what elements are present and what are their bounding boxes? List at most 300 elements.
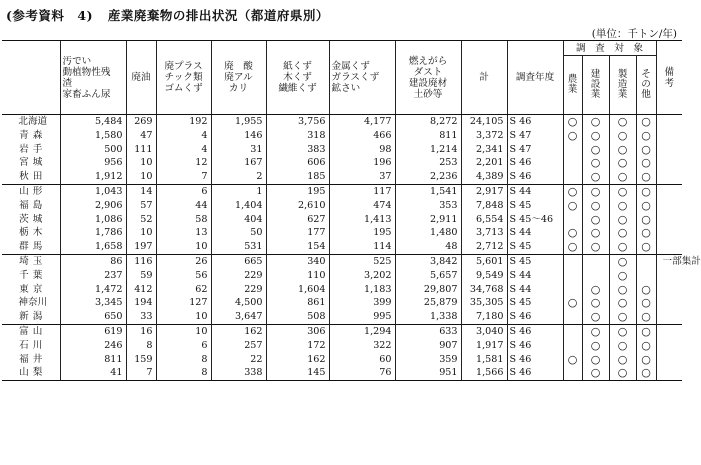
table-row (2, 170, 682, 184)
value-cell: 633 (395, 324, 461, 338)
survey-mark-cell: ○ (609, 339, 636, 353)
survey-mark-cell (563, 283, 582, 297)
value-cell: 60 (329, 353, 395, 367)
remark-cell (656, 170, 682, 184)
survey-mark-cell (582, 269, 609, 283)
value-cell: 951 (395, 366, 461, 380)
value-cell: 1,294 (329, 324, 395, 338)
value-cell: 195 (329, 226, 395, 240)
header-waste-oil: 廃油 (126, 41, 156, 115)
table-title: 産業廃棄物の排出状況（都道府県別） (107, 8, 329, 23)
value-cell: 26 (156, 254, 211, 268)
header-paper-wood: 紙くず 木くず 繊維くず (266, 41, 329, 115)
remark-cell (656, 156, 682, 170)
remark-cell (656, 226, 682, 240)
value-cell: 31 (211, 143, 266, 157)
survey-mark-cell: ○ (563, 199, 582, 213)
survey-mark-cell: ○ (582, 115, 609, 129)
survey-mark-cell (563, 339, 582, 353)
table-row (2, 199, 682, 213)
total-cell: 9,549 (461, 269, 507, 283)
value-cell: 98 (329, 143, 395, 157)
remark-cell (656, 129, 682, 143)
value-cell: 1,912 (60, 170, 126, 184)
value-cell: 1,086 (60, 213, 126, 227)
value-cell: 116 (126, 254, 156, 268)
survey-mark-cell (636, 269, 656, 283)
prefecture-cell: 栃木 (19, 227, 47, 239)
value-cell: 338 (211, 366, 266, 380)
survey-mark-cell: ○ (563, 240, 582, 254)
survey-mark-cell: ○ (609, 129, 636, 143)
value-cell: 606 (266, 156, 329, 170)
value-cell: 359 (395, 353, 461, 367)
remark-cell (656, 240, 682, 254)
value-cell: 1,580 (60, 129, 126, 143)
value-cell: 8 (126, 339, 156, 353)
value-cell: 44 (156, 199, 211, 213)
remark-cell (656, 213, 682, 227)
value-cell: 531 (211, 240, 266, 254)
header-row-top (2, 41, 682, 56)
survey-mark-cell: ○ (609, 296, 636, 310)
survey-mark-cell: ○ (582, 339, 609, 353)
value-cell: 3,345 (60, 296, 126, 310)
survey-mark-cell: ○ (582, 310, 609, 324)
survey-mark-cell: ○ (609, 143, 636, 157)
value-cell: 253 (395, 156, 461, 170)
total-cell: 2,341 (461, 143, 507, 157)
value-cell: 665 (211, 254, 266, 268)
total-cell: 35,305 (461, 296, 507, 310)
value-cell: 127 (156, 296, 211, 310)
survey-mark-cell: ○ (582, 213, 609, 227)
value-cell: 154 (266, 240, 329, 254)
table-row (2, 269, 682, 283)
value-cell: 1,404 (211, 199, 266, 213)
prefecture-cell: 東京 (19, 283, 47, 295)
survey-mark-cell: ○ (582, 366, 609, 380)
survey-year-cell: S 46 (507, 339, 563, 353)
survey-mark-cell: ○ (636, 353, 656, 367)
survey-mark-cell: ○ (636, 324, 656, 338)
total-cell: 2,917 (461, 184, 507, 198)
total-cell: 3,040 (461, 324, 507, 338)
value-cell: 500 (60, 143, 126, 157)
prefecture-cell: 青森 (19, 129, 47, 141)
value-cell: 111 (126, 143, 156, 157)
survey-mark-cell: ○ (582, 353, 609, 367)
survey-mark-cell (563, 310, 582, 324)
survey-mark-cell: ○ (609, 156, 636, 170)
table-row (2, 296, 682, 310)
value-cell: 12 (156, 156, 211, 170)
survey-year-cell: S 46 (507, 170, 563, 184)
survey-mark-cell: ○ (636, 213, 656, 227)
survey-mark-cell: ○ (636, 170, 656, 184)
table-row (2, 339, 682, 353)
header-total: 計 (461, 41, 507, 115)
value-cell: 76 (329, 366, 395, 380)
survey-mark-cell (563, 254, 582, 268)
survey-year-cell: S 45 (507, 254, 563, 268)
value-cell: 86 (60, 254, 126, 268)
table-row (2, 254, 682, 268)
survey-mark-cell: ○ (636, 184, 656, 198)
value-cell: 907 (395, 339, 461, 353)
prefecture-cell: 北海道 (18, 116, 48, 127)
total-cell: 5,601 (461, 254, 507, 268)
table-row (2, 156, 682, 170)
value-cell: 6 (156, 339, 211, 353)
value-cell: 110 (266, 269, 329, 283)
survey-year-cell: S 46 (507, 324, 563, 338)
value-cell: 3,202 (329, 269, 395, 283)
value-cell: 404 (211, 213, 266, 227)
header-cinders: 燃えがら ダスト 建設廃材 土砂等 (395, 41, 461, 115)
survey-year-cell: S 45 (507, 296, 563, 310)
prefecture-cell: 宮城 (19, 157, 47, 169)
survey-mark-cell: ○ (636, 115, 656, 129)
remark-cell (656, 283, 682, 297)
total-cell: 3,713 (461, 226, 507, 240)
survey-mark-cell: ○ (609, 170, 636, 184)
value-cell: 1,214 (395, 143, 461, 157)
value-cell: 25,879 (395, 296, 461, 310)
value-cell: 10 (156, 240, 211, 254)
survey-year-cell: S 45 (507, 240, 563, 254)
value-cell: 2,236 (395, 170, 461, 184)
survey-mark-cell: ○ (636, 339, 656, 353)
survey-year-cell: S 46 (507, 156, 563, 170)
value-cell: 318 (266, 129, 329, 143)
value-cell: 33 (126, 310, 156, 324)
value-cell: 525 (329, 254, 395, 268)
value-cell: 10 (156, 310, 211, 324)
survey-year-cell: S 47 (507, 143, 563, 157)
value-cell: 340 (266, 254, 329, 268)
survey-mark-cell: ○ (636, 296, 656, 310)
table-row (2, 115, 682, 129)
remark-cell (656, 184, 682, 198)
value-cell: 114 (329, 240, 395, 254)
remark-cell (656, 366, 682, 380)
value-cell: 52 (126, 213, 156, 227)
survey-mark-cell: ○ (609, 324, 636, 338)
survey-mark-cell: ○ (609, 199, 636, 213)
table-row (2, 129, 682, 143)
survey-mark-cell: ○ (609, 353, 636, 367)
value-cell: 229 (211, 269, 266, 283)
value-cell: 811 (395, 129, 461, 143)
value-cell: 6 (156, 184, 211, 198)
total-cell: 7,848 (461, 199, 507, 213)
value-cell: 8,272 (395, 115, 461, 129)
value-cell: 4,500 (211, 296, 266, 310)
survey-mark-cell: ○ (582, 240, 609, 254)
value-cell: 192 (156, 115, 211, 129)
value-cell: 162 (211, 324, 266, 338)
value-cell: 3,756 (266, 115, 329, 129)
prefecture-cell: 群馬 (19, 241, 47, 253)
value-cell: 8 (156, 353, 211, 367)
prefecture-cell: 石川 (19, 339, 47, 351)
survey-year-cell: S 44 (507, 283, 563, 297)
value-cell: 257 (211, 339, 266, 353)
value-cell: 650 (60, 310, 126, 324)
remark-cell (656, 296, 682, 310)
prefecture-cell: 福井 (19, 353, 47, 365)
survey-mark-cell: ○ (563, 226, 582, 240)
survey-year-cell: S 46 (507, 366, 563, 380)
value-cell: 353 (395, 199, 461, 213)
value-cell: 995 (329, 310, 395, 324)
unit-note: (単位：千トン/年) (591, 28, 677, 40)
remark-cell (656, 339, 682, 353)
survey-year-cell: S 44 (507, 184, 563, 198)
value-cell: 1 (211, 184, 266, 198)
table-row (2, 310, 682, 324)
survey-mark-cell: ○ (609, 226, 636, 240)
prefecture-cell: 山梨 (2, 366, 60, 380)
value-cell: 50 (211, 226, 266, 240)
header-other: その他 (636, 56, 656, 115)
value-cell: 197 (126, 240, 156, 254)
header-survey-year: 調査年度 (507, 41, 563, 115)
value-cell: 269 (126, 115, 156, 129)
value-cell: 14 (126, 184, 156, 198)
survey-mark-cell: ○ (563, 129, 582, 143)
table-body (2, 115, 701, 381)
value-cell: 1,338 (395, 310, 461, 324)
table-row (2, 366, 682, 380)
table-row (2, 213, 682, 227)
table-row (2, 283, 682, 297)
survey-year-cell: S 45 (507, 199, 563, 213)
survey-mark-cell: ○ (609, 283, 636, 297)
remark-cell (656, 353, 682, 367)
value-cell: 8 (156, 366, 211, 380)
header-construction: 建設業 (582, 56, 609, 115)
table-row (2, 143, 682, 157)
survey-mark-cell: ○ (636, 366, 656, 380)
value-cell: 811 (60, 353, 126, 367)
value-cell: 146 (211, 129, 266, 143)
total-cell: 1,917 (461, 339, 507, 353)
reference-label: (参考資料 4) (6, 8, 94, 23)
header-metal-glass: 金属くず ガラスくず 鉱さい (329, 41, 395, 115)
value-cell: 5,484 (60, 115, 126, 129)
header-remarks: 備 考 (656, 41, 682, 115)
value-cell: 37 (329, 170, 395, 184)
value-cell: 16 (126, 324, 156, 338)
total-cell: 24,105 (461, 115, 507, 129)
value-cell: 1,472 (60, 283, 126, 297)
remark-cell (656, 143, 682, 157)
value-cell: 1,413 (329, 213, 395, 227)
survey-mark-cell: ○ (563, 115, 582, 129)
value-cell: 7 (126, 366, 156, 380)
survey-mark-cell: ○ (582, 184, 609, 198)
value-cell: 1,043 (60, 184, 126, 198)
value-cell: 399 (329, 296, 395, 310)
value-cell: 196 (329, 156, 395, 170)
value-cell: 13 (156, 226, 211, 240)
value-cell: 145 (266, 366, 329, 380)
survey-mark-cell: ○ (636, 310, 656, 324)
value-cell: 1,786 (60, 226, 126, 240)
value-cell: 159 (126, 353, 156, 367)
survey-mark-cell: ○ (582, 283, 609, 297)
header-pref (2, 41, 60, 115)
table-row (2, 184, 682, 198)
survey-mark-cell: ○ (609, 115, 636, 129)
value-cell: 57 (126, 199, 156, 213)
survey-mark-cell: ○ (582, 324, 609, 338)
value-cell: 10 (126, 156, 156, 170)
value-cell: 383 (266, 143, 329, 157)
value-cell: 1,658 (60, 240, 126, 254)
value-cell: 62 (156, 283, 211, 297)
value-cell: 2 (211, 170, 266, 184)
survey-mark-cell: ○ (609, 254, 636, 268)
survey-mark-cell: ○ (636, 283, 656, 297)
value-cell: 185 (266, 170, 329, 184)
value-cell: 237 (60, 269, 126, 283)
survey-mark-cell: ○ (609, 269, 636, 283)
table-row (2, 324, 682, 338)
value-cell: 172 (266, 339, 329, 353)
survey-mark-cell (582, 254, 609, 268)
total-cell: 3,372 (461, 129, 507, 143)
table-row (2, 226, 682, 240)
value-cell: 3,842 (395, 254, 461, 268)
value-cell: 627 (266, 213, 329, 227)
remark-cell (656, 199, 682, 213)
survey-mark-cell: ○ (609, 184, 636, 198)
remark-cell (656, 324, 682, 338)
value-cell: 48 (395, 240, 461, 254)
survey-mark-cell: ○ (609, 366, 636, 380)
survey-mark-cell: ○ (609, 240, 636, 254)
value-cell: 58 (156, 213, 211, 227)
value-cell: 10 (126, 170, 156, 184)
survey-mark-cell: ○ (563, 353, 582, 367)
value-cell: 59 (126, 269, 156, 283)
survey-mark-cell: ○ (636, 156, 656, 170)
value-cell: 322 (329, 339, 395, 353)
value-cell: 619 (60, 324, 126, 338)
prefecture-cell: 岩手 (19, 143, 47, 155)
survey-mark-cell (636, 254, 656, 268)
value-cell: 167 (211, 156, 266, 170)
table-row (2, 353, 682, 367)
value-cell: 5,657 (395, 269, 461, 283)
survey-mark-cell: ○ (582, 170, 609, 184)
value-cell: 22 (211, 353, 266, 367)
value-cell: 29,807 (395, 283, 461, 297)
survey-year-cell: S 44 (507, 269, 563, 283)
survey-mark-cell: ○ (636, 240, 656, 254)
survey-mark-cell (563, 156, 582, 170)
value-cell: 474 (329, 199, 395, 213)
header-manufacturing: 製造業 (609, 56, 636, 115)
prefecture-cell: 山形 (2, 184, 60, 198)
prefecture-cell: 秋田 (19, 171, 47, 183)
value-cell: 4 (156, 129, 211, 143)
survey-mark-cell: ○ (582, 226, 609, 240)
value-cell: 2,610 (266, 199, 329, 213)
survey-mark-cell (563, 324, 582, 338)
total-cell: 7,180 (461, 310, 507, 324)
value-cell: 412 (126, 283, 156, 297)
prefecture-cell: 富山 (2, 324, 60, 338)
survey-mark-cell: ○ (582, 199, 609, 213)
survey-year-cell: S 46 (507, 353, 563, 367)
value-cell: 2,911 (395, 213, 461, 227)
survey-mark-cell: ○ (636, 129, 656, 143)
value-cell: 229 (211, 283, 266, 297)
remark-cell (656, 269, 682, 283)
value-cell: 306 (266, 324, 329, 338)
header-plastics: 廃プラス チック類 ゴムくず (156, 41, 211, 115)
total-cell: 6,554 (461, 213, 507, 227)
value-cell: 1,604 (266, 283, 329, 297)
survey-year-cell: S 46 (507, 115, 563, 129)
value-cell: 7 (156, 170, 211, 184)
survey-mark-cell: ○ (609, 213, 636, 227)
remark-cell: 一部集計 (656, 254, 682, 268)
value-cell: 47 (126, 129, 156, 143)
survey-mark-cell (563, 366, 582, 380)
survey-year-cell: S 44 (507, 226, 563, 240)
survey-mark-cell: ○ (582, 156, 609, 170)
survey-mark-cell: ○ (636, 226, 656, 240)
value-cell: 2,906 (60, 199, 126, 213)
survey-year-cell: S 47 (507, 129, 563, 143)
value-cell: 3,647 (211, 310, 266, 324)
header-acid-alkali: 廃 酸 廃アル カリ (211, 41, 266, 115)
value-cell: 194 (126, 296, 156, 310)
total-cell: 34,768 (461, 283, 507, 297)
survey-mark-cell: ○ (582, 129, 609, 143)
value-cell: 4 (156, 143, 211, 157)
total-cell: 2,201 (461, 156, 507, 170)
survey-mark-cell: ○ (582, 143, 609, 157)
survey-year-cell: S 46 (507, 310, 563, 324)
value-cell: 56 (156, 269, 211, 283)
total-cell: 1,566 (461, 366, 507, 380)
prefecture-cell: 新潟 (19, 311, 47, 323)
total-cell: 1,581 (461, 353, 507, 367)
survey-mark-cell (563, 143, 582, 157)
survey-mark-cell: ○ (636, 199, 656, 213)
document-title (6, 6, 329, 24)
survey-mark-cell (563, 170, 582, 184)
value-cell: 177 (266, 226, 329, 240)
waste-table (2, 40, 701, 381)
survey-mark-cell: ○ (563, 184, 582, 198)
header-survey-target: 調 査 対 象 (563, 41, 656, 56)
survey-mark-cell: ○ (563, 296, 582, 310)
survey-year-cell: S 45～46 (507, 213, 563, 227)
value-cell: 1,955 (211, 115, 266, 129)
value-cell: 10 (126, 226, 156, 240)
value-cell: 195 (266, 184, 329, 198)
prefecture-cell: 茨城 (19, 213, 47, 225)
header-sludge: 汚でい 動植物性残 渣 家畜ふん尿 (60, 41, 126, 115)
value-cell: 1,183 (329, 283, 395, 297)
